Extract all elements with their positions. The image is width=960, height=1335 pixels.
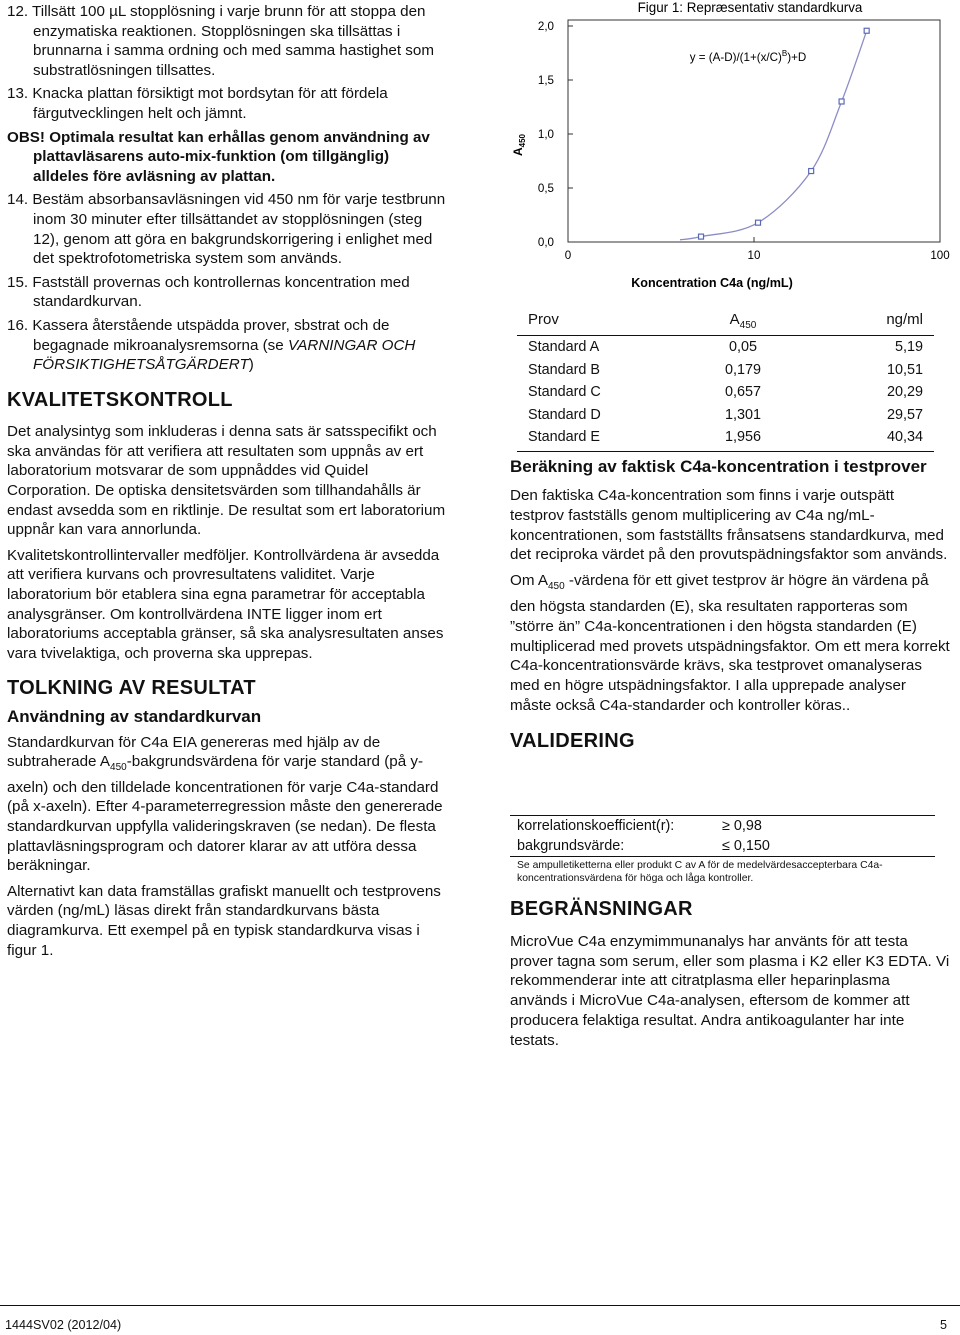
header-a-sub: 450 [739,320,757,331]
standard-ngml: 40,34 [886,429,923,446]
standard-name: Standard A [528,339,600,355]
step-16-reference: VARNINGAR OCH FÖRSIKTIGHETSÅTGÄRDERT [33,336,416,374]
standards-header-row [517,309,934,336]
step-16 [7,316,447,375]
y-label-main: A [511,147,525,157]
step-16-text: 16. Kassera återstående utspädda prover, sbstrat och de begagnade mikroanalysremsorna (se [7,316,390,354]
standard-a450: 0,657 [724,384,761,401]
y-tick-label: 1,0 [537,128,554,141]
curve-equation [690,49,806,64]
validering-heading: VALIDERING [510,729,635,752]
anv-p1-text: Standardkurvan för C4a EIA genereras med hjälp av de subtraherade A [7,733,381,771]
val-value-background: ≤ 0,150 [722,838,770,854]
y-tick-label: 0,0 [537,236,554,249]
standards-row [517,381,934,404]
obs-note [7,128,447,187]
data-point [864,28,869,33]
step-13: 13. Knacka plattan försiktigt mot bordsytan för att fördela färgutvecklingen helt och jämnt. [7,85,388,122]
kvalitetskontroll-heading: KVALITETSKONTROLL [7,388,233,411]
val-value-r: ≥ 0,98 [722,818,762,834]
y-tick-label: 2,0 [537,20,554,33]
standard-curve-figure [508,0,960,300]
equation-tail: )+D [787,51,807,64]
anv-p1-text-2: -bakgrundsvärdena för varje standard (på y-axeln) och den tilldelade koncentrationen för varje C4a-standard (på x-axeln). Efter 4-parameterregression måste den genererade standardkurvan uppfylla valideringskraven (se nedan). De flesta plattavläsningsprogram och datorer klarar av att utföra dessa beräkningar. [7,753,443,875]
standard-ngml: 10,51 [886,361,923,378]
standard-ngml: 5,19 [894,339,923,355]
obs-label: OBS! [7,128,45,146]
data-point [809,169,814,174]
chart-title: Figur 1: Repræsentativ standardkurva [637,0,863,15]
y-label-sub: 450 [518,133,527,148]
standards-bottom-rule [517,451,934,452]
standard-a450: 1,301 [724,406,761,423]
val-key-background: bakgrundsvärde: [517,838,625,854]
begransningar-section [510,900,950,1051]
ber-p2-sub: 450 [547,581,565,593]
standard-name: Standard C [528,384,601,401]
berakning-heading: Beräkning av faktisk C4a-koncentration i testprover [510,457,927,476]
step-15: 15. Fastställ provernas och kontrollernas koncentration med standardkurvan. [7,273,410,311]
val-key-r: korrelationskoefficient(r): [517,818,675,834]
berakning-paragraph-1: Den faktiska C4a-koncentration som finns i varje outspätt testprov fastställs genom multiplicering av C4a ng/mL-koncentrationen, som fastställts frånsatsens standardkurva, med det reciproka värdet på den provutspädningsfaktor som används. [510,487,948,564]
ber-p2-text-2: -värdena för ett givet testprov är högre än värdena på den högsta standarden (E), ska resultaten rapporteras som ”större än” C4a-koncentrationen i den högsta standarden (E) multiplicerad med provets utspädningsfaktor. Om ett mera korrekt C4a-koncentrationsvärde krävs, ska testprovet omanalyseras med en högre utspädningsfaktor. I alla upprepade analyser måste också C4a-standarder och kontroller köras.. [510,572,950,714]
standards-row [517,404,934,427]
standards-row [517,336,934,359]
validering-table [510,815,935,886]
page-footer [0,1305,960,1332]
step-12: 12. Tillsätt 100 µL stopplösning i varje brunn för att stoppa den enzymatiska reaktionen. Stopplösningen ska tillsättas i brunnarna i samma ordning och med samma hastighet som substratlösningen tillsattes. [7,3,434,79]
obs-text: Optimala resultat kan erhållas genom användning av plattavläsarens auto-mix-funktion (om tillgänglig) alldeles före avläsning av plattan. [33,128,430,185]
step-16-close: ) [248,356,254,374]
data-point [699,234,704,239]
kvalitet-paragraph-1: Det analysintyg som inkluderas i denna sats är satsspecifikt och ska användas för att verifiera att resultaten som uppnås av ert laboratorium motsvarar de som uppnåddes vid Quidel Corporation. De optiska densitetsvärden som tillhandahålls är endast avsedda som en riktlinje. De resultat som ert laboratorium uppnår kan vara annorlunda. [7,423,446,539]
standard-ngml: 20,29 [886,384,923,401]
val-row-r [510,815,935,836]
standard-name: Standard B [528,361,601,378]
berakning-paragraph-2 [510,571,950,716]
data-point [756,220,761,225]
header-a: A [729,311,740,328]
standards-body [517,336,934,449]
header-prov: Prov [528,311,559,328]
berakning-section [510,455,950,752]
y-tick-label: 0,5 [537,182,554,195]
anvandning-paragraph-2: Alternativt kan data framställas grafiskt manuellt och testprovens värden (ng/mL) läsas direkt från standardkurvans bästa diagramkurva. Ett exempel på en typisk standardkurva visas i figur 1. [7,882,441,959]
tolkning-heading: TOLKNING AV RESULTAT [7,677,256,700]
standard-a450: 0,179 [724,361,761,378]
standard-ngml: 29,57 [886,406,923,423]
x-tick-label: 10 [747,249,761,262]
begransningar-heading: BEGRÄNSNINGAR [510,898,693,920]
left-column [7,0,447,960]
x-tick-label: 100 [930,249,950,262]
standards-row [517,426,934,449]
y-tick-label: 1,5 [537,74,554,87]
document-id: 1444SV02 (2012/04) [5,1318,122,1332]
header-a450 [678,311,808,331]
x-tick-label: 0 [564,249,572,262]
standard-a450: 0,05 [728,339,757,355]
equation-exponent: B [781,49,788,58]
begransningar-paragraph: MicroVue C4a enzymimmunanalys har använts för att testa prover tagna som serum, eller som plasma i K2 eller K3 EDTA. Vi rekommenderar inte att citratplasma eller heparinplasma används i MicroVue C4a-analysen, eftersom de kommer att producera felaktiga resultat. Andra antikoagulanter har inte testats. [510,932,950,1049]
equation-main: y = (A-D)/(1+(x/C) [689,51,782,64]
step-14: 14. Bestäm absorbansavläsningen vid 450 nm för varje testbrunn inom 30 minuter efter tillsättandet av stopplösningen (steg 12), genom att göra en bakgrundskorrigering i enlighet med det spektrofotometriska system som används. [7,191,446,268]
header-ngml: ng/ml [886,311,923,328]
validering-note: Se ampulletiketterna eller produkt C av A för de medelvärdesaccepterbara C4a-koncentrationsvärdena för höga och låga kontroller. [517,860,883,885]
ber-p2-text: Om A [510,572,548,590]
standard-name: Standard D [528,406,601,423]
standard-curve-chart [508,0,960,300]
standards-table [517,309,934,452]
anv-p1-sub: 450 [110,762,127,774]
page-number: 5 [939,1318,947,1332]
anvandning-heading: Användning av standardkurvan [7,707,262,726]
val-row-background [510,836,935,857]
y-axis-label [511,133,527,156]
standards-row [517,359,934,382]
x-axis-label: Koncentration C4a (ng/mL) [631,276,793,290]
standard-a450: 1,956 [724,429,761,446]
x-axis [565,237,950,262]
anvandning-paragraph-1 [7,733,447,876]
standard-name: Standard E [528,429,601,446]
data-point [839,99,844,104]
kvalitet-paragraph-2: Kvalitetskontrollintervaller medföljer. Kontrollvärdena är avsedda att verifiera kurvans och provresultatens validitet. Varje laboratorium bör etablera sina egna parametrar för acceptabla analysgränser. Om kontrollvärdena INTE ligger inom ert laboratoriums acceptabla gränser, så ska analysresultaten anses vara tvivelaktiga, och proverna ska upprepas. [7,546,444,662]
